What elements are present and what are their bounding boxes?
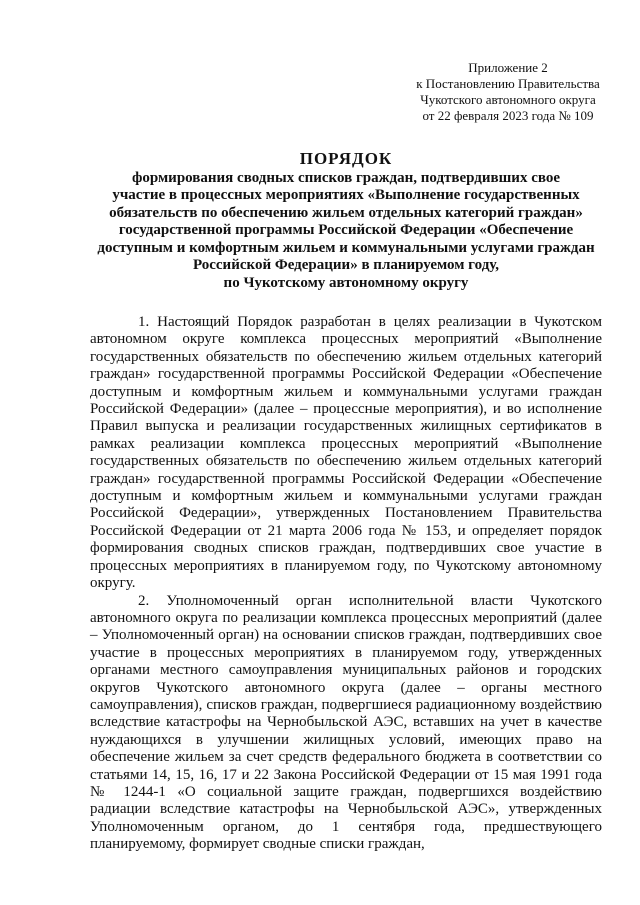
title-line: участие в процессных мероприятиях «Выполнение государственных [112,187,580,203]
title-main: ПОРЯДОК [299,149,393,168]
appendix-line: Чукотского автономного округа [420,92,596,107]
title-line: формирования сводных списков граждан, подтвердивших свое [131,169,561,186]
appendix-block [408,60,608,124]
title-line: по Чукотскому автономному округу [223,274,469,291]
document-body [90,314,602,854]
paragraph-2: 2. Уполномоченный орган исполнительной власти Чукотского автономного округа по реализации комплекса процессных мероприятий (далее – Уполномоченный орган) на основании списков граждан, подтвердивших свое участие в процессных мероприятиях в планируемом году, утвержденных органами местного самоуправления муниципальных районов и городских округов Чукотского автономного округа (далее – органы местного самоуправления), списков граждан, подвергшиеся радиационному воздействию вследствие катастрофы на Чернобыльской АЭС, вставших на учет в качестве нуждающихся в улучшении жилищных условий, имеющих право на обеспечение жильем за счет средств федерального бюджета в соответствии со статьями 14, 15, 16, 17 и 22 Закона Российской Федерации от 15 мая 1991 года № 1244-1 «О социальной защите граждан, подвергшихся воздействию радиации вследствие катастрофы на Чернобыльской АЭС», утвержденных Уполномоченным органом, до 1 сентября года, предшествующего планируемому, формирует сводные списки граждан, [90,592,602,853]
appendix-line: от 22 февраля 2023 года № 109 [422,108,594,123]
appendix-line: Приложение 2 [468,60,548,75]
appendix-line: к Постановлению Правительства [416,76,600,91]
title-line: доступным и комфортным жильем и коммунальными услугами граждан [97,239,595,256]
document-title [90,150,602,292]
title-line: Российской Федерации» в планируемом году, [192,257,500,273]
title-line: государственной программы Российской Федерации «Обеспечение [118,222,574,238]
title-line: обязательств по обеспечению жильем отдельных категорий граждан» [109,204,583,221]
paragraph-1: 1. Настоящий Порядок разработан в целях реализации в Чукотском автономном округе комплекса процессных мероприятий «Выполнение государственных обязательств по обеспечению жильем отдельных категорий граждан» государственной программы Российской Федерации «Обеспечение доступным и комфортным жильем и коммунальными услугами граждан Российской Федерации» (далее – процессные мероприятия), и во исполнение Правил выпуска и реализации государственных жилищных сертификатов в рамках реализации комплекса процессных мероприятий «Выполнение государственных обязательств по обеспечению жильем отдельных категорий граждан» государственной программы Российской Федерации «Обеспечение доступным и комфортным жильем и коммунальными услугами граждан Российской Федерации», утвержденных Постановлением Правительства Российской Федерации от 21 марта 2006 года № 153, и определяет порядок формирования сводных списков граждан, подтвердивших свое участие в процессных мероприятиях в планируемом году, по Чукотскому автономному округу. [90,314,602,592]
